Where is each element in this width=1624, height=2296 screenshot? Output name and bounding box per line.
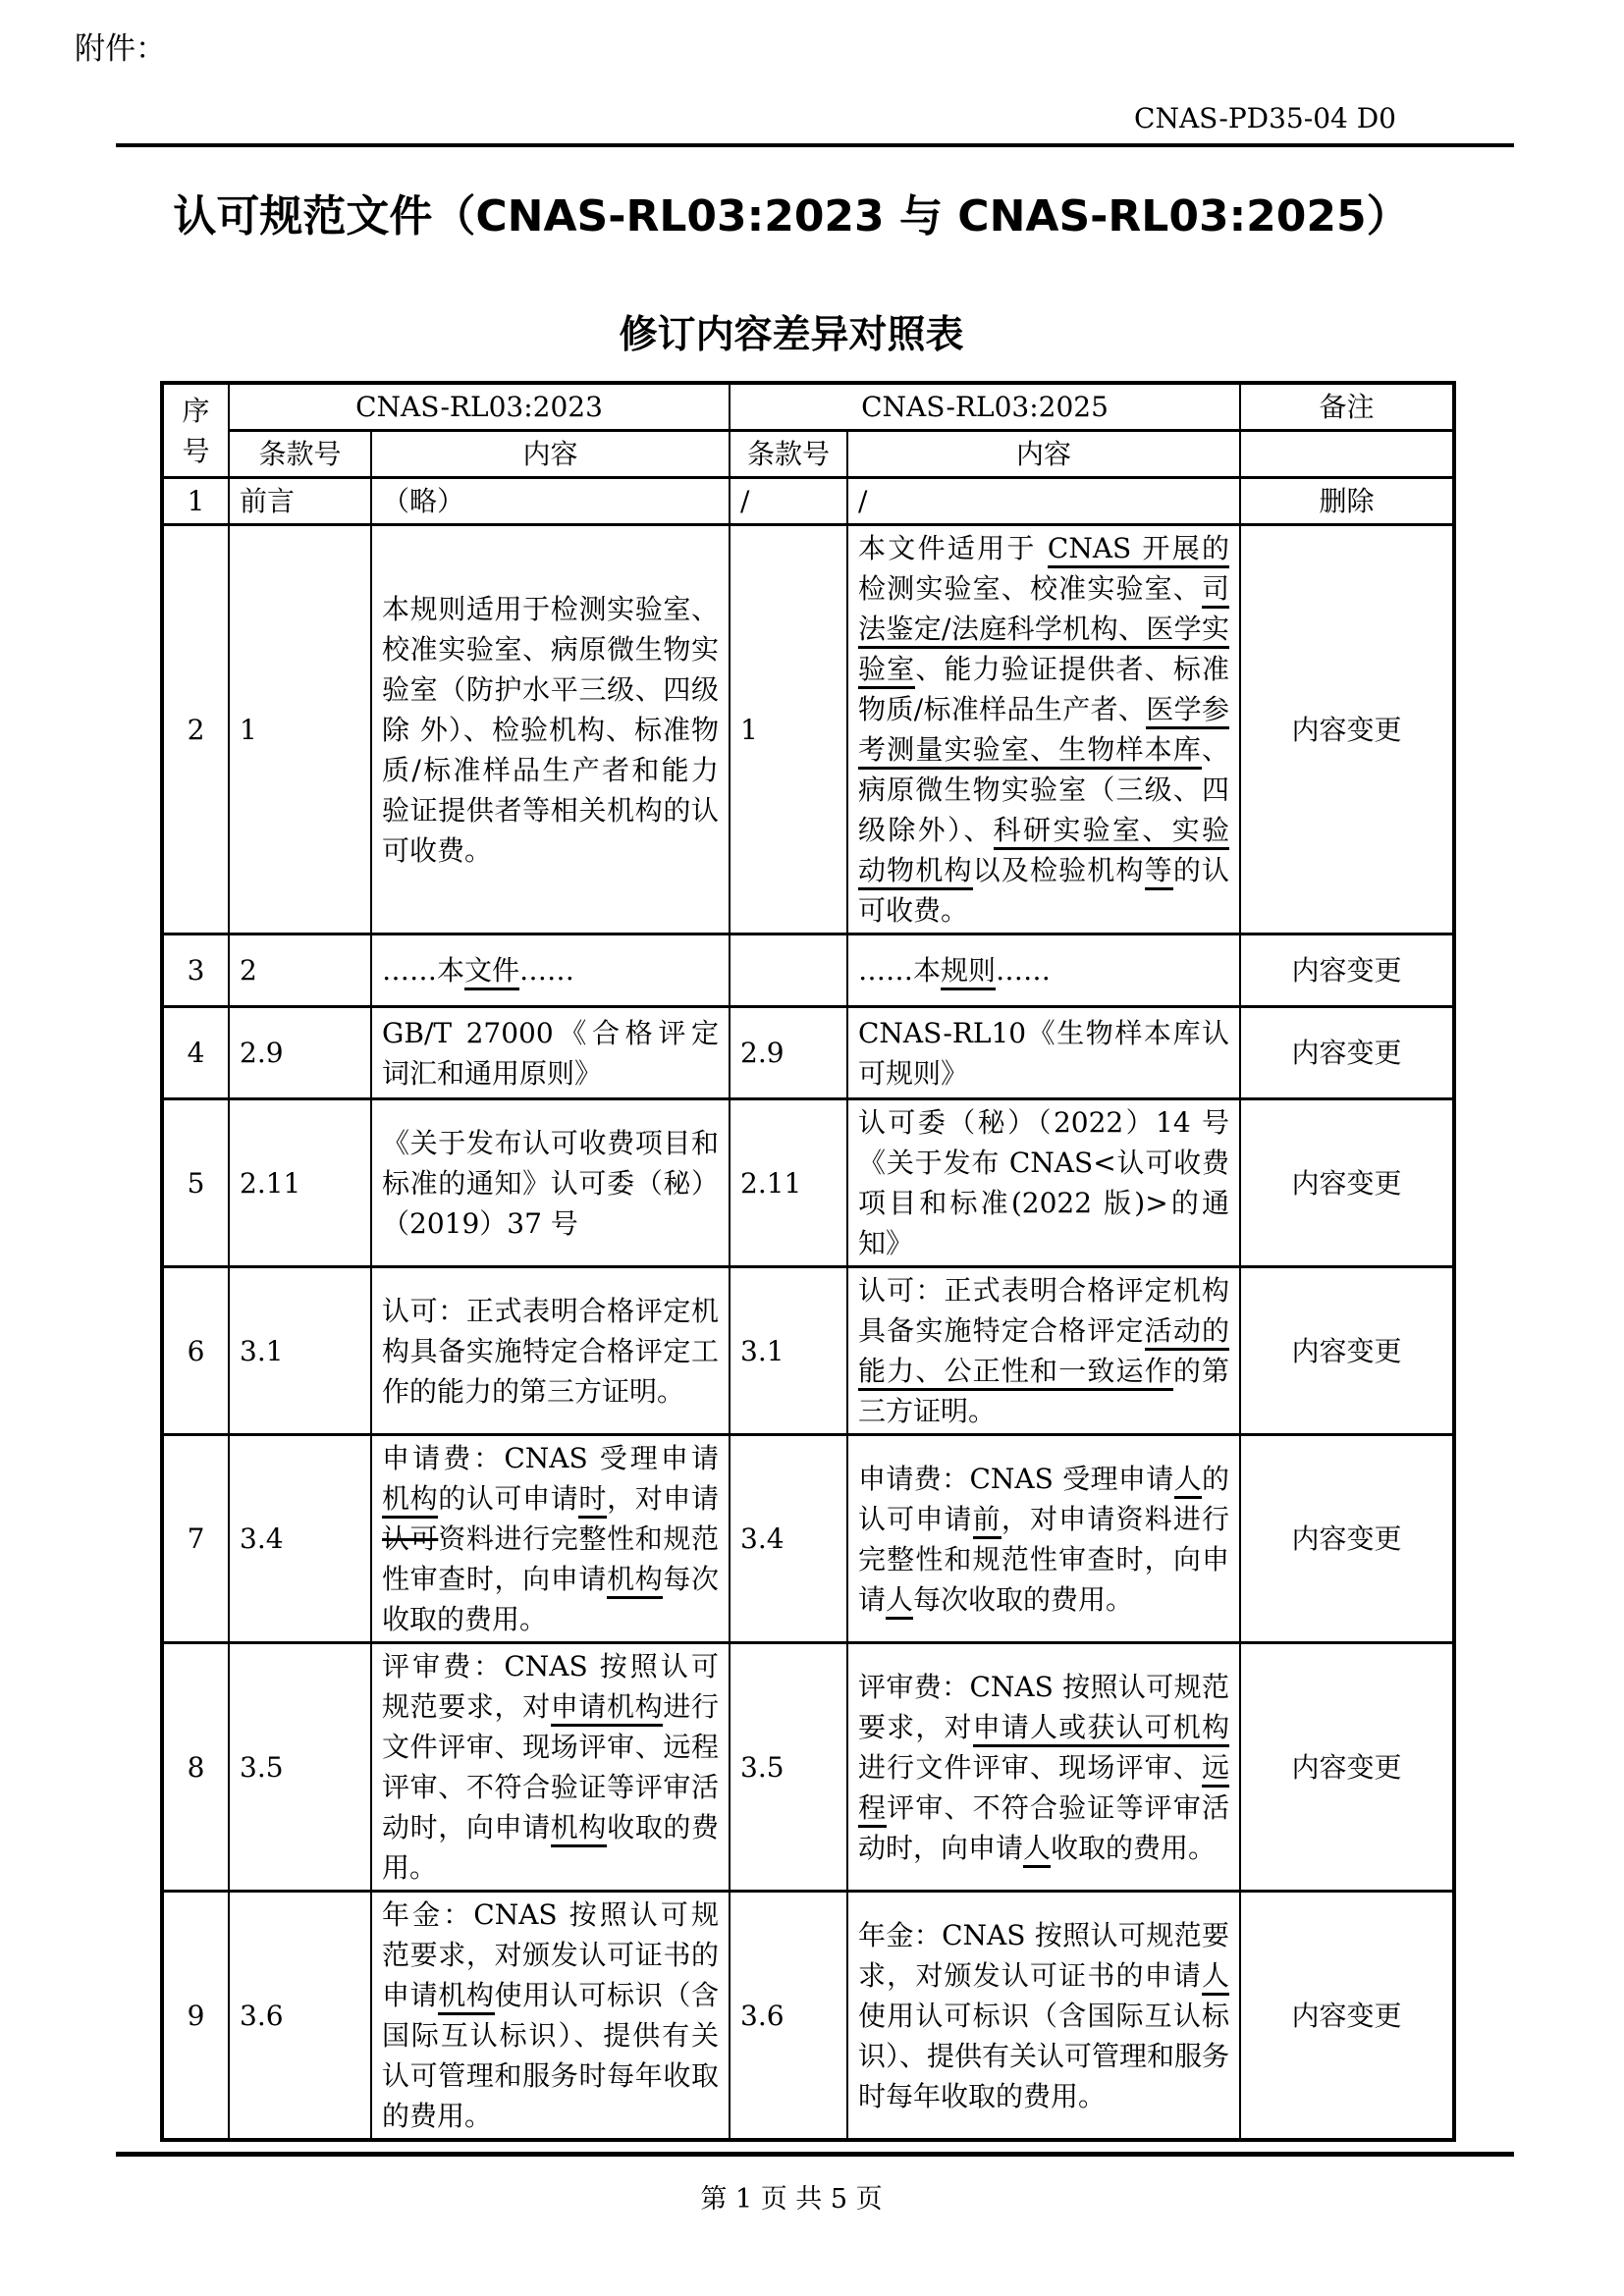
underlined-text: 司法鉴定/法庭科学机构、医学实验室 bbox=[858, 572, 1229, 689]
clause-2023-cell: 前言 bbox=[229, 478, 371, 525]
document-code: CNAS-PD35-04 D0 bbox=[1134, 102, 1396, 134]
content-2025-cell bbox=[847, 934, 1240, 1007]
plain-text: 的认可收费。 bbox=[858, 854, 1229, 927]
clause-2025-cell: 1 bbox=[730, 525, 847, 934]
clause-2025-cell: 3.6 bbox=[730, 1892, 847, 2141]
content-2023-cell bbox=[371, 1267, 730, 1435]
content-2023-cell bbox=[371, 934, 730, 1007]
content-2025-cell bbox=[847, 1007, 1240, 1099]
header-row-top bbox=[162, 383, 1454, 431]
content-2023-cell bbox=[371, 478, 730, 525]
plain-text: 的第三方证明。 bbox=[858, 1355, 1229, 1427]
page-number: 第 1 页 共 5 页 bbox=[700, 2184, 883, 2215]
plain-text: 每次收取的费用。 bbox=[913, 1582, 1134, 1616]
content-2023-cell bbox=[371, 1099, 730, 1267]
seq-cell: 2 bbox=[162, 525, 229, 934]
plain-text: 认可：正式表明合格评定机构具备实施特定合格评定工作的能力的第三方证明。 bbox=[382, 1294, 719, 1408]
plain-text: ，对申请资料进行完整性和规范性审查时，向申请 bbox=[858, 1502, 1229, 1616]
plain-text: 、病原微生物实验室（三级、四级除外）、 bbox=[858, 733, 1229, 846]
comparison-table bbox=[160, 381, 1456, 2142]
footer-rule bbox=[116, 2152, 1514, 2157]
underlined-text: 规则 bbox=[941, 954, 996, 990]
underlined-text: 前 bbox=[973, 1503, 1001, 1539]
seq-cell: 1 bbox=[162, 478, 229, 525]
plain-text: （略） bbox=[382, 485, 465, 517]
plain-text: 使用认可标识（含国际互认标识）、提供有关认可管理和服务时每年收取的费用。 bbox=[382, 1979, 719, 2132]
underlined-text: 文件 bbox=[464, 954, 519, 990]
remark-cell: 删除 bbox=[1240, 478, 1454, 525]
remark-cell: 内容变更 bbox=[1240, 1892, 1454, 2141]
plain-text: 资料进行完整性和规范性审查时，向申请 bbox=[382, 1522, 719, 1595]
plain-text: …… bbox=[996, 954, 1052, 987]
underlined-text: 医学参考测量实验室、生物样本库 bbox=[858, 693, 1229, 770]
underlined-text: 机构 bbox=[607, 1563, 663, 1599]
plain-text: 的认可申请 bbox=[438, 1482, 579, 1515]
seq-cell: 5 bbox=[162, 1099, 229, 1267]
seq-cell: 9 bbox=[162, 1892, 229, 2141]
underlined-text: 申请人或获认可机构 bbox=[973, 1711, 1229, 1747]
remark-cell: 内容变更 bbox=[1240, 1099, 1454, 1267]
strikethrough-text: 认可 bbox=[382, 1522, 439, 1555]
plain-text: 本文件适用于 bbox=[858, 532, 1048, 564]
underlined-text: 活动的能力、公正性和一致运作 bbox=[858, 1314, 1229, 1391]
clause-2023-cell: 2.11 bbox=[229, 1099, 371, 1267]
header-content-2025: 内容 bbox=[847, 431, 1240, 478]
plain-text: 使用认可标识（含国际互认标识）、提供有关认可管理和服务时每年收取的费用。 bbox=[858, 1999, 1230, 2112]
clause-2023-cell: 3.4 bbox=[229, 1435, 371, 1643]
plain-text: 申请费：CNAS 受理申请 bbox=[382, 1442, 719, 1474]
clause-2025-cell: / bbox=[730, 478, 847, 525]
table-row bbox=[162, 1099, 1454, 1267]
table-row bbox=[162, 1643, 1454, 1892]
plain-text: 认可：正式表明合格评定机构具备实施特定合格评定 bbox=[858, 1274, 1229, 1347]
plain-text: 每次收取的费用。 bbox=[382, 1563, 719, 1635]
content-2025-cell bbox=[847, 1892, 1240, 2141]
content-2025-cell bbox=[847, 1267, 1240, 1435]
remark-cell: 内容变更 bbox=[1240, 1435, 1454, 1643]
header-seq: 序号 bbox=[162, 383, 229, 478]
plain-text: ……本 bbox=[858, 954, 942, 987]
underlined-text: 科研实验室、实验动物机构 bbox=[858, 814, 1229, 890]
plain-text: 进行文件评审、现场评审、 bbox=[858, 1750, 1202, 1784]
plain-text: 评审、不符合验证等评审活动时，向申请 bbox=[858, 1790, 1229, 1864]
clause-2025-cell: 2.9 bbox=[730, 1007, 847, 1099]
header-rule bbox=[116, 143, 1514, 147]
underlined-text: 人 bbox=[1023, 1832, 1051, 1868]
seq-cell: 8 bbox=[162, 1643, 229, 1892]
clause-2023-cell: 1 bbox=[229, 525, 371, 934]
clause-2023-cell: 2 bbox=[229, 934, 371, 1007]
table-row bbox=[162, 1892, 1454, 2141]
page-subtitle: 修订内容差异对照表 bbox=[619, 313, 964, 357]
table-row bbox=[162, 478, 1454, 525]
page-title: 认可规范文件（CNAS-RL03:2023 与 CNAS-RL03:2025） bbox=[173, 191, 1410, 241]
table-row bbox=[162, 1267, 1454, 1435]
plain-text: 收取的费用。 bbox=[1051, 1831, 1217, 1864]
plain-text: 的认可申请 bbox=[858, 1462, 1229, 1535]
remark-cell: 内容变更 bbox=[1240, 525, 1454, 934]
plain-text: 本规则适用于检测实验室、校准实验室、病原微生物实验室（防护水平三级、四级除 外）、检验机构、标准物质/标准样品生产者和能力验证提供者等相关机构的认可收费。 bbox=[382, 592, 719, 867]
plain-text: / bbox=[858, 485, 868, 517]
content-2025-cell bbox=[847, 1435, 1240, 1643]
plain-text: ……本 bbox=[382, 954, 465, 987]
clause-2025-cell: 3.1 bbox=[730, 1267, 847, 1435]
plain-text: 《关于发布认可收费项目和标准的通知》认可委（秘）（2019）37 号 bbox=[382, 1126, 719, 1240]
header-remark-empty bbox=[1240, 431, 1454, 478]
plain-text: ，对申请 bbox=[607, 1482, 719, 1515]
underlined-text: 时 bbox=[578, 1482, 607, 1519]
clause-2025-cell: 3.5 bbox=[730, 1643, 847, 1892]
plain-text: 收取的费用。 bbox=[382, 1811, 719, 1884]
clause-2023-cell: 2.9 bbox=[229, 1007, 371, 1099]
plain-text: …… bbox=[519, 954, 575, 987]
remark-cell: 内容变更 bbox=[1240, 1007, 1454, 1099]
content-2023-cell bbox=[371, 525, 730, 934]
underlined-text: 人 bbox=[1202, 1959, 1229, 1996]
content-2023-cell bbox=[371, 1435, 730, 1643]
clause-2023-cell: 3.5 bbox=[229, 1643, 371, 1892]
plain-text: 年金：CNAS 按照认可规范要求，对颁发认可证书的申请 bbox=[382, 1898, 719, 2011]
underlined-text: 机构 bbox=[438, 1979, 494, 2015]
content-2025-cell bbox=[847, 1099, 1240, 1267]
header-content-2023: 内容 bbox=[371, 431, 730, 478]
plain-text: 检测实验室、校准实验室、 bbox=[858, 572, 1202, 605]
clause-2025-cell: 3.4 bbox=[730, 1435, 847, 1643]
remark-cell: 内容变更 bbox=[1240, 1643, 1454, 1892]
plain-text: 进行文件评审、现场评审、远程评审、不符合验证等评审活动时，向申请 bbox=[382, 1690, 719, 1843]
attachment-label: 附件： bbox=[75, 31, 166, 67]
content-2023-cell bbox=[371, 1007, 730, 1099]
table-row bbox=[162, 1007, 1454, 1099]
plain-text: 评审费：CNAS 按照认可规范要求，对 bbox=[382, 1650, 719, 1723]
plain-text: 认可委（秘）（2022）14 号《关于发布 CNAS<认可收费项目和标准(2022 版)>的通知》 bbox=[858, 1106, 1229, 1259]
plain-text: 评审费：CNAS 按照认可规范要求，对 bbox=[858, 1670, 1229, 1743]
plain-text: 申请费：CNAS 受理申请 bbox=[858, 1462, 1174, 1495]
header-remark: 备注 bbox=[1240, 383, 1454, 431]
content-2025-cell bbox=[847, 478, 1240, 525]
clause-2025-cell: 2.11 bbox=[730, 1099, 847, 1267]
plain-text: 年金：CNAS 按照认可规范要求，对颁发认可证书的申请 bbox=[858, 1918, 1229, 1992]
header-clause-2025: 条款号 bbox=[730, 431, 847, 478]
underlined-text: 机构 bbox=[551, 1811, 607, 1847]
remark-cell: 内容变更 bbox=[1240, 934, 1454, 1007]
header-2023: CNAS-RL03:2023 bbox=[229, 383, 730, 431]
clause-2025-cell bbox=[730, 934, 847, 1007]
table-row bbox=[162, 1435, 1454, 1643]
header-clause-2023: 条款号 bbox=[229, 431, 371, 478]
underlined-text: 机构 bbox=[382, 1482, 438, 1519]
content-2023-cell bbox=[371, 1892, 730, 2141]
underlined-text: 等 bbox=[1145, 854, 1173, 890]
header-2025: CNAS-RL03:2025 bbox=[730, 383, 1240, 431]
seq-cell: 7 bbox=[162, 1435, 229, 1643]
underlined-text: 申请机构 bbox=[551, 1690, 664, 1727]
content-2023-cell bbox=[371, 1643, 730, 1892]
clause-2023-cell: 3.1 bbox=[229, 1267, 371, 1435]
underlined-text: 人 bbox=[886, 1583, 913, 1620]
remark-cell: 内容变更 bbox=[1240, 1267, 1454, 1435]
clause-2023-cell: 3.6 bbox=[229, 1892, 371, 2141]
content-2025-cell bbox=[847, 525, 1240, 934]
content-2025-cell bbox=[847, 1643, 1240, 1892]
header-row-sub bbox=[162, 431, 1454, 478]
seq-cell: 6 bbox=[162, 1267, 229, 1435]
plain-text: 以及检验机构 bbox=[972, 854, 1145, 886]
underlined-text: 人 bbox=[1174, 1463, 1202, 1499]
underlined-text: CNAS 开展的 bbox=[1048, 532, 1229, 568]
seq-cell: 4 bbox=[162, 1007, 229, 1099]
plain-text: 、能力验证提供者、标准物质/标准样品生产者、 bbox=[858, 653, 1229, 725]
plain-text: GB/T 27000《合格评定 词汇和通用原则》 bbox=[382, 1016, 719, 1090]
table-row bbox=[162, 525, 1454, 934]
plain-text: CNAS-RL10《生物样本库认可规则》 bbox=[858, 1016, 1229, 1090]
table-row bbox=[162, 934, 1454, 1007]
underlined-text: 远程 bbox=[858, 1751, 1229, 1828]
seq-cell: 3 bbox=[162, 934, 229, 1007]
